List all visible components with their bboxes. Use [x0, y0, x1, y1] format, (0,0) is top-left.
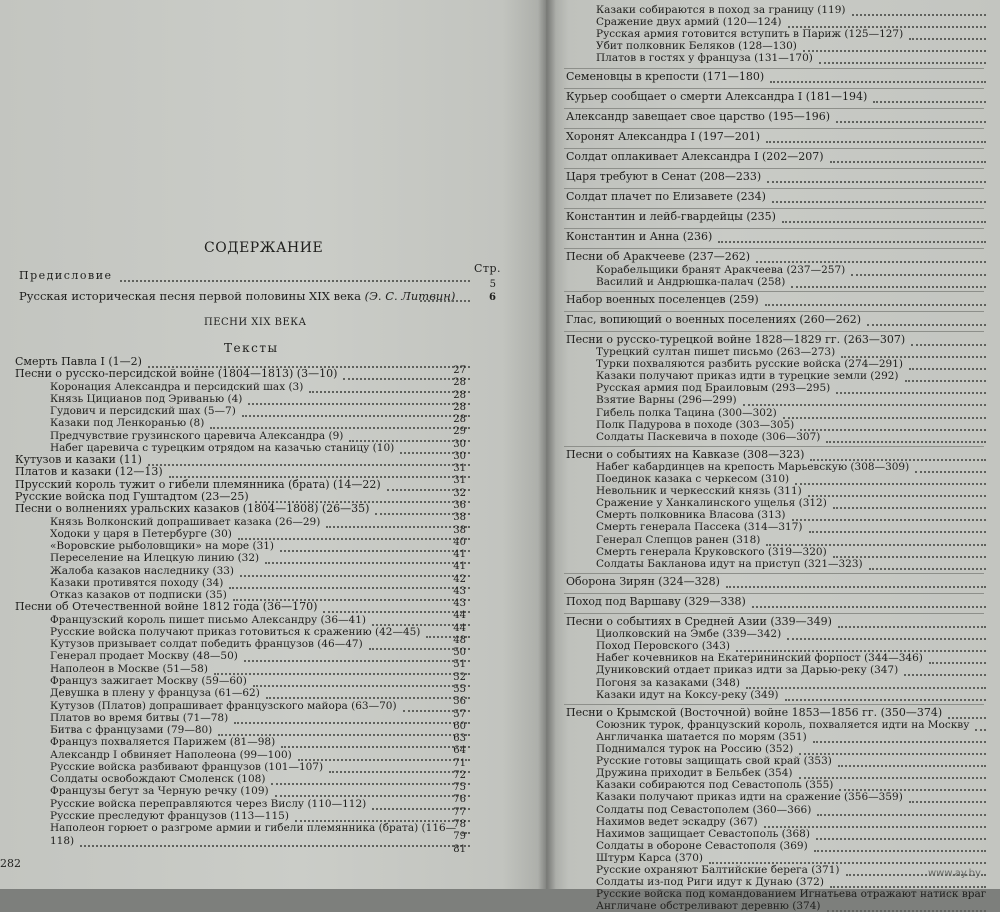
toc-entry: Солдаты Бакланова идут на приступ (321—323): [596, 557, 863, 570]
toc-entry-divider: [564, 188, 984, 189]
toc-entry: Отказ казаков от подписки (35): [50, 589, 227, 602]
toc-dot-leader: [772, 201, 986, 203]
toc-dot-leader: [765, 304, 986, 306]
toc-entry: Турки похваляются разбить русские войска (274—291): [596, 358, 904, 371]
toc-entry-divider: [564, 573, 984, 574]
toc-page-number: 72: [453, 769, 466, 781]
toc-entry: Русские охраняют Балтийские берега (371): [596, 864, 840, 876]
toc-entry: Кутузов призывает солдат победить французов (46—47): [50, 638, 363, 651]
toc-entry: Битва с французами (79—80): [50, 724, 213, 737]
toc-entry: Французы бегут за Черную речку (109): [50, 785, 269, 798]
toc-page-number: 77: [453, 806, 466, 818]
watermark: www.ay.by: [928, 868, 981, 879]
toc-dot-leader: [826, 441, 986, 443]
toc-entry: Циолковский на Эмбе (339—342): [596, 628, 782, 641]
toc-dot-leader: [904, 674, 986, 676]
toc-dot-leader: [803, 50, 986, 52]
toc-entry-divider: [564, 228, 984, 229]
toc-page-number: 78: [453, 818, 466, 830]
toc-entry: Глас, вопиющий о военных поселениях (260—262): [566, 312, 861, 326]
toc-entry: Песни о русско-турецкой войне 1828—1829 гг. (263—307): [566, 332, 906, 346]
toc-entry: Солдаты освобождают Смоленск (108): [50, 773, 266, 786]
toc-entry-divider: [564, 68, 984, 69]
toc-dot-leader: [838, 626, 986, 628]
toc-entry-divider: [564, 128, 984, 129]
toc-entry-divider: [564, 613, 984, 614]
toc-entry: Песни о волнениях уральских казаков (1804—1808) (26—35): [15, 502, 370, 516]
toc-dot-leader: [229, 587, 470, 589]
toc-page-number: 50: [453, 647, 466, 659]
toc-entry: Песни о русско-персидской войне (1804—1813) (3—10): [15, 367, 338, 381]
toc-dot-leader: [873, 101, 986, 103]
toc-entry: Генерал Слепцов ранен (318): [596, 533, 761, 546]
toc-page-number: 28: [453, 389, 466, 401]
toc-entry: Англичане обстреливают деревню (374): [596, 900, 821, 912]
toc-entry: Поднимался турок на Россию (352): [596, 743, 794, 755]
toc-entry: Казаки получают приказ идти на сражение (356—359): [596, 791, 903, 804]
toc-dot-leader: [234, 722, 470, 724]
toc-entry: Солдат плачет по Елизавете (234): [566, 190, 766, 204]
toc-page-number: 44: [453, 610, 466, 622]
toc-entry: Русские войска переправляются через Вислу (110—112): [50, 797, 367, 810]
toc-page-number: 56: [453, 696, 466, 708]
toc-entry: Русские преследуют французов (113—115): [50, 809, 289, 822]
toc-entry: Девушка в плену у француза (61—62): [50, 687, 260, 700]
toc-entry: Русские войска разбивают французов (101—107): [50, 760, 324, 773]
toc-dot-leader: [746, 687, 986, 689]
toc-page-number: 79: [453, 831, 466, 843]
toc-entry: Царя требуют в Сенат (208—233): [566, 170, 762, 183]
toc-entry-divider: [564, 311, 984, 312]
toc-entry: Оборона Зирян (324—328): [566, 574, 720, 588]
toc-page-number: 42: [453, 573, 466, 585]
toc-entry: Переселение на Илецкую линию (32): [50, 552, 260, 565]
toc-dot-leader: [905, 380, 986, 382]
right-page: [546, 0, 1000, 912]
toc-entry: Песни о Крымской (Восточной) войне 1853—1856 гг. (350—374): [566, 705, 943, 719]
toc-dot-leader: [869, 568, 986, 570]
toc-page-number: 64: [453, 745, 466, 757]
toc-page-number: 76: [453, 794, 466, 806]
toc-page-number: 28: [453, 377, 466, 389]
toc-page-number: 32: [453, 487, 466, 499]
toc-dot-leader: [214, 673, 470, 675]
toc-entry-divider: [564, 291, 984, 292]
toc-entry: Русская армия готовится вступить в Париж (125—127): [596, 28, 904, 41]
toc-dot-leader: [911, 344, 986, 346]
toc-entry-divider: [564, 168, 984, 169]
toc-entry: Смерть генерала Пассека (314—317): [596, 521, 803, 534]
toc-entry: Нахимов защищает Севастополь (368): [596, 827, 810, 840]
toc-entry: Платов в гостях у француза (131—170): [596, 52, 813, 65]
toc-entry-divider: [564, 593, 984, 594]
toc-entry: Нахимов ведет эскадру (367): [596, 815, 758, 828]
toc-entry: Солдаты Паскевича в походе (306—307): [596, 430, 821, 443]
toc-page-number: 30: [453, 438, 466, 450]
toc-entry: Казаки собираются в поход за границу (119): [596, 4, 846, 16]
toc-entry: Семеновцы в крепости (171—180): [566, 69, 765, 83]
toc-entry: Гибель полка Тацина (300—302): [596, 406, 777, 419]
toc-page-number: 38: [453, 512, 466, 524]
toc-entry: Кутузов и казаки (11): [15, 453, 142, 467]
toc-entry: Турецкий султан пишет письмо (263—273): [596, 346, 836, 358]
toc-dot-leader: [852, 14, 986, 16]
toc-dot-leader: [909, 368, 986, 370]
toc-entry: Казаки идут на Коксу-реку (349): [596, 688, 779, 701]
toc-dot-leader: [909, 801, 986, 803]
toc-page-number: 41: [453, 561, 466, 573]
toc-page-number: 57: [453, 708, 466, 720]
toc-page-number: 40: [453, 536, 466, 548]
toc-page-number: 52: [453, 671, 466, 683]
toc-dot-leader: [846, 874, 986, 876]
toc-entry-divider: [564, 88, 984, 89]
pages-column-label: Стр.: [474, 262, 502, 275]
toc-dot-leader: [792, 519, 986, 521]
toc-entry: Смерть полковника Власова (313): [596, 509, 786, 522]
toc-entry: Константин и лейб-гвардейцы (235): [566, 210, 776, 224]
toc-dot-leader: [808, 495, 986, 497]
toc-entry: Наполеон в Москве (51—58): [50, 662, 208, 675]
toc-entry: Солдаты в обороне Севастополя (369): [596, 839, 808, 852]
toc-dot-leader: [816, 838, 986, 840]
toc-entry: Солдаты из-под Риги идут к Дунаю (372): [596, 876, 824, 889]
toc-entry: Казаки противятся походу (34): [50, 576, 224, 589]
toc-entry: Гудович и персидский шах (5—7): [50, 405, 236, 418]
toc-page-number: 43: [453, 585, 466, 597]
toc-dot-leader: [819, 62, 986, 64]
toc-page-number: 28: [453, 414, 466, 426]
toc-entry: Василий и Андрюшка-палач (258): [596, 275, 786, 288]
toc-entry: Поход под Варшаву (329—338): [566, 594, 746, 608]
toc-entry: Генерал продает Москву (48—50): [50, 650, 238, 663]
preface-page: 5: [489, 279, 496, 290]
toc-dot-leader: [795, 483, 986, 485]
toc-entry: Поход Перовского (343): [596, 640, 731, 653]
toc-dot-leader: [814, 850, 986, 852]
toc-entry: Дружина приходит в Бельбек (354): [596, 767, 793, 780]
toc-page-number: 81: [453, 843, 466, 855]
toc-entry: Русские войска под Гуштадтом (23—25): [15, 489, 249, 503]
toc-entry: Платов во время битвы (71—78): [50, 711, 229, 724]
toc-entry: Князь Волконский допрашивает казака (26—29): [50, 515, 321, 528]
toc-page-number: 75: [453, 782, 466, 794]
toc-dot-leader: [783, 417, 986, 419]
toc-entry: Сражение у Ханкалинского ущелья (312): [596, 497, 827, 510]
toc-dot-leader: [836, 121, 986, 123]
toc-dot-leader: [800, 429, 986, 431]
toc-entry: Песни об Аракчееве (237—262): [566, 250, 751, 264]
toc-page-number: 31: [453, 463, 466, 475]
toc-entry: Константин и Анна (236): [566, 230, 713, 244]
toc-entry: Казаки собираются под Севастополь (355): [596, 779, 834, 792]
toc-entry: Дуниковский отдает приказ идти за Дарью-реку (347): [596, 664, 899, 677]
toc-entry: Платов и казаки (12—13): [15, 465, 163, 479]
toc-entry: Убит полковник Беляков (128—130): [596, 40, 797, 53]
toc-entry: Казаки получают приказ идти в турецкие земли (292): [596, 370, 899, 383]
toc-entry-divider: [564, 248, 984, 249]
toc-dot-leader: [809, 531, 986, 533]
toc-entry: Русские готовы защищать свой край (353): [596, 755, 832, 768]
toc-dot-leader: [833, 507, 986, 509]
toc-page-number: 63: [453, 733, 466, 745]
toc-dot-leader: [813, 741, 986, 743]
toc-dot-leader: [915, 471, 986, 473]
toc-page-number: 28: [453, 401, 466, 413]
contents-heading: СОДЕРЖАНИЕ: [204, 240, 324, 256]
intro-article-page: 6: [489, 292, 496, 303]
intro-article-author: (Э. С. Литвин): [364, 289, 456, 303]
toc-page-number: 44: [453, 622, 466, 634]
section-title: ПЕСНИ XIX ВЕКА: [204, 317, 307, 328]
toc-page-number: 48: [453, 634, 466, 646]
toc-entry: Набег кочевников на Екатерининский форпост (344—346): [596, 652, 923, 665]
toc-entry: Песни об Отечественной войне 1812 года (36—170): [15, 600, 318, 614]
toc-page-number: 38: [453, 524, 466, 536]
toc-entry-divider: [564, 704, 984, 705]
toc-entry: Набег кабардинцев на крепость Марьевскую (308—309): [596, 460, 910, 473]
toc-dot-leader: [929, 662, 986, 664]
toc-entry: Александр завещает свое царство (195—196): [566, 109, 830, 123]
toc-page-number: 30: [453, 450, 466, 462]
toc-dot-leader: [766, 141, 986, 143]
toc-entry: Французский король пишет письмо Александру (36—41): [50, 613, 366, 626]
intro-article-entry: [19, 290, 455, 302]
preface-entry: [19, 270, 113, 282]
toc-entry: Француз зажигает Москву (59—60): [50, 675, 247, 688]
toc-entry: Штурм Карса (370): [596, 851, 704, 864]
toc-entry: Песни о событиях на Кавказе (308—323): [566, 447, 805, 461]
toc-entry: Кутузов (Платов) допрашивает французского майора (63—70): [50, 699, 397, 712]
toc-entry: Англичанка шатается по морям (351): [596, 730, 807, 743]
toc-entry: Смерть генерала Круковского (319—320): [596, 545, 827, 558]
toc-entry: Коронация Александра и персидский шах (3): [50, 380, 304, 393]
toc-entry: Предчувствие грузинского царевича Александра (9): [50, 429, 344, 442]
toc-dot-leader: [817, 814, 986, 816]
toc-page-number: 71: [453, 757, 466, 769]
toc-entry: Погоня за казаками (348): [596, 676, 740, 689]
toc-page-number: 41: [453, 549, 466, 561]
toc-entry: Взятие Варны (296—299): [596, 394, 737, 407]
toc-dot-leader: [867, 324, 986, 326]
toc-dot-leader: [838, 765, 986, 767]
toc-dot-leader: [718, 241, 986, 243]
toc-entry: Смерть Павла I (1—2): [15, 355, 142, 368]
toc-entry: Солдаты под Севастополем (360—366): [596, 803, 812, 816]
toc-entry: «Воровские рыболовщики» на море (31): [50, 540, 275, 553]
toc-entry: Князь Цицианов под Эриванью (4): [50, 392, 243, 405]
toc-page-number: 31: [453, 475, 466, 487]
toc-entry: Песни о событиях в Средней Азии (339—349): [566, 615, 832, 628]
toc-entry: Корабельщики бранят Аракчеева (237—257): [596, 263, 846, 276]
toc-dot-leader: [836, 392, 986, 394]
toc-entry: Жалоба казаков наследнику (33): [50, 564, 235, 577]
preface-title: Предисловие: [19, 269, 113, 282]
toc-page-number: 27: [453, 365, 466, 376]
toc-dot-leader: [785, 699, 986, 701]
toc-entry-divider: [564, 331, 984, 332]
toc-page-number: 55: [453, 684, 466, 696]
toc-entry-divider: [564, 446, 984, 447]
toc-entry: Курьер сообщает о смерти Александра I (181—194): [566, 89, 868, 103]
toc-entry: Наполеон горюет о разгроме армии и гибели племянника (брата) (116—: [50, 822, 457, 835]
toc-dot-leader: [975, 729, 986, 731]
intro-article-title: Русская историческая песня первой половины XIX века: [19, 289, 361, 303]
toc-entry: Поединок казака с черкесом (310): [596, 473, 790, 485]
toc-entry: Невольник и черкесский князь (311): [596, 485, 802, 498]
toc-dot-leader: [791, 286, 986, 288]
toc-entry: Сражение двух армий (120—124): [596, 16, 782, 29]
toc-entry: Француз похваляется Парижем (81—98): [50, 736, 276, 749]
toc-dot-leader: [743, 404, 986, 406]
toc-dot-leader: [909, 38, 986, 40]
toc-entry: Александр I обвиняет Наполеона (99—100): [50, 748, 292, 761]
toc-page-number: 36: [453, 499, 466, 511]
intro-article-leader: [420, 300, 470, 302]
toc-entry: Полк Падурова в походе (303—305): [596, 418, 795, 431]
toc-entry: Русские войска получают приказ готовиться к сражению (42—45): [50, 625, 421, 638]
toc-dot-leader: [851, 274, 986, 276]
toc-entry: 118): [50, 834, 75, 847]
book-gutter: [538, 0, 556, 889]
toc-dot-leader: [80, 845, 470, 847]
toc-dot-leader: [770, 81, 986, 83]
toc-entry: Хоронят Александра I (197—201): [566, 129, 761, 143]
toc-page-number: 60: [453, 720, 466, 732]
toc-entry: Русские войска под командованием Игнатьева отражают натиск враг: [596, 888, 987, 901]
toc-dot-leader: [782, 221, 986, 223]
toc-entry: Прусский король тужит о гибели племянника (брата) (14—22): [15, 477, 381, 491]
toc-entry: Набег царевича с турецким отрядом на казачью станицу (10): [50, 441, 395, 454]
toc-dot-leader: [787, 638, 986, 640]
preface-leader: [120, 280, 470, 282]
toc-entry: Русская армия под Браиловым (293—295): [596, 382, 831, 395]
page-folio: 282: [0, 857, 21, 870]
toc-page-number: 29: [453, 426, 466, 438]
toc-entry: Набор военных поселенцев (259): [566, 292, 759, 306]
toc-dot-leader: [148, 464, 470, 466]
toc-entry: Союзник турок, французский король, похваляется идти на Москву: [596, 718, 970, 731]
subsection-title: Тексты: [224, 341, 279, 355]
toc-dot-leader: [830, 161, 986, 163]
toc-entry: Казаки под Ленкоранью (8): [50, 417, 205, 430]
toc-page-number: 43: [453, 598, 466, 610]
toc-entry-divider: [564, 108, 984, 109]
toc-dot-leader: [726, 586, 986, 588]
toc-entry-divider: [564, 148, 984, 149]
toc-page-number: 51: [453, 659, 466, 671]
toc-entry-divider: [564, 208, 984, 209]
toc-entry: Ходоки у царя в Петербурге (30): [50, 527, 232, 540]
toc-entry: Солдат оплакивает Александра I (202—207): [566, 149, 824, 163]
toc-dot-leader: [752, 606, 986, 608]
toc-dot-leader: [767, 181, 986, 183]
